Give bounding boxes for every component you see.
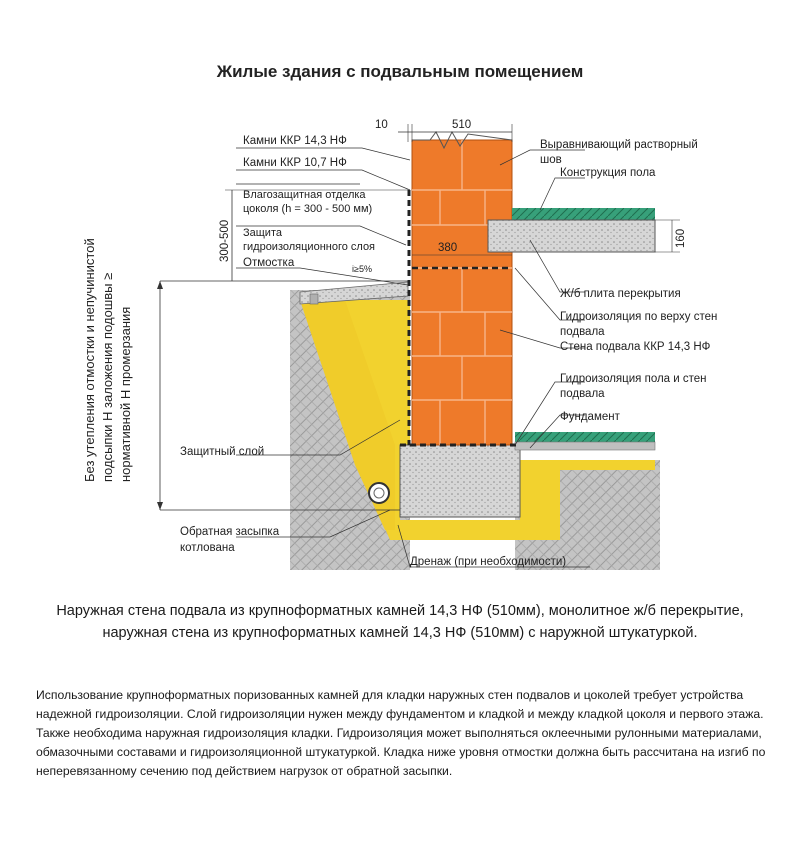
basement-floor (515, 442, 655, 450)
label-drain: Дренаж (при необходимости) (410, 556, 567, 568)
label-hydro-floor-2: подвала (560, 388, 605, 400)
side-note-line-3: нормативной Н промерзания (118, 306, 133, 482)
label-hydro-floor-1: Гидроизоляция пола и стен (560, 373, 707, 385)
label-protect-2: гидроизоляционного слоя (243, 241, 376, 253)
dim-slope: i≥5% (352, 264, 372, 274)
floor-insulation (512, 208, 655, 220)
dim-slab-height: 160 (675, 228, 687, 248)
label-foundation: Фундамент (560, 411, 620, 423)
label-moisture-1: Влагозащитная отделка (243, 189, 366, 201)
basement-floor-insulation (515, 432, 655, 442)
label-backfill-2: котлована (180, 542, 235, 554)
foundation-block (400, 445, 520, 517)
label-kkr107: Камни ККР 10,7 НФ (243, 157, 347, 169)
page-title: Жилые здания с подвальным помещением (216, 62, 584, 81)
side-note-line-2: подсыпки Н заложения подошвы ≥ (100, 272, 115, 482)
otmostka-edge (310, 294, 318, 304)
label-kkr143: Камни ККР 14,3 НФ (243, 135, 347, 147)
dim-gap: 10 (375, 119, 388, 131)
side-note-line-1: Без утепления отмостки и непучинистой (82, 238, 97, 482)
label-hydro-top-1: Гидроизоляция по верху стен (560, 311, 718, 323)
dim-slab-depth: 380 (438, 242, 458, 254)
label-leveling-1: Выравнивающий растворный (540, 139, 698, 151)
side-note (82, 238, 133, 482)
label-otmostka: Отмостка (243, 257, 295, 269)
label-protect-1: Защита (243, 227, 282, 239)
description-text: Использование крупноформатных поризованных камней для кладки наружных стен подвалов и цоколей требует устройства надежной гидроизоляции. Слой гидроизоляции нужен между фундаментом и кладкой и между кладкой цоколя и первого этажа. Также необходима наружная гидроизоляция кладки. Гидроизоляция может выполняться оклеечными рулонными материалами, обмазочными составами и гидроизоляционной штукатуркой. Кладка ниже уровня отмостки должна быть рассчитана на изгиб по неперевязанному сечению под действием нагрузок от обратной засыпки. (36, 688, 766, 778)
label-moisture-2: цоколя (h = 300 - 500 мм) (243, 203, 373, 215)
label-basement-wall: Стена подвала ККР 14,3 НФ (560, 341, 711, 353)
dim-plinth: 300-500 (219, 219, 231, 262)
label-protective: Защитный слой (180, 446, 265, 458)
label-floor: Конструкция пола (560, 167, 656, 179)
label-backfill-1: Обратная засыпка (180, 526, 280, 538)
rc-slab (488, 220, 655, 252)
label-hydro-top-2: подвала (560, 326, 605, 338)
label-leveling-2: шов (540, 154, 562, 166)
figure-caption: Наружная стена подвала из крупноформатных камней 14,3 НФ (510мм), монолитное ж/б перекрытие, наружная стена из крупноформатных камней 14,3 НФ (510мм) с наружной штукатуркой. (56, 603, 744, 641)
label-slab: Ж/б плита перекрытия (560, 288, 681, 300)
dim-wall: 510 (452, 119, 472, 131)
